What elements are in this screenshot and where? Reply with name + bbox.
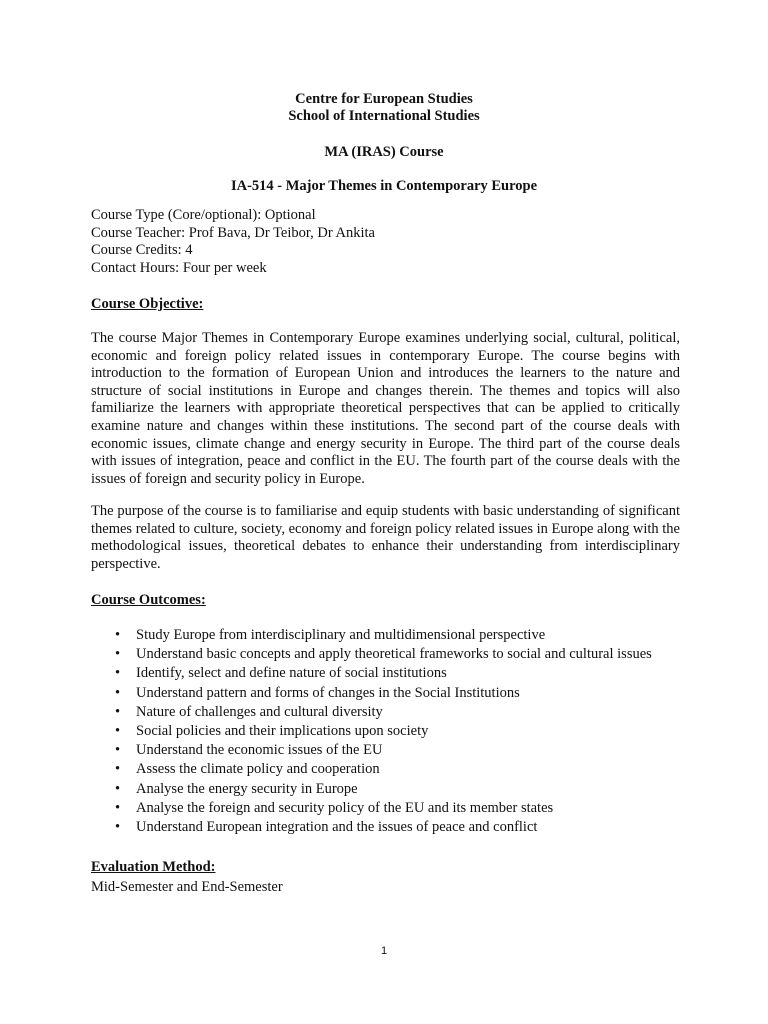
centre-heading: Centre for European Studies	[295, 91, 473, 107]
outcome-text: Understand the economic issues of the EU	[136, 742, 383, 759]
course-title: IA-514 - Major Themes in Contemporary Europe	[230, 178, 538, 194]
list-item	[91, 684, 691, 703]
bullet-icon: •	[115, 646, 121, 663]
bullet-icon: •	[115, 819, 121, 836]
evaluation-method-text: Mid-Semester and End-Semester	[91, 879, 283, 895]
page-number: 1	[380, 945, 388, 957]
list-item	[91, 722, 691, 741]
bullet-icon: •	[115, 799, 121, 816]
bullet-icon: •	[115, 780, 121, 797]
school-heading: School of International Studies	[288, 108, 480, 124]
course-outcomes-heading: Course Outcomes:	[91, 592, 206, 608]
list-item	[91, 703, 691, 722]
outcome-text: Study Europe from interdisciplinary and multidimensional perspective	[136, 627, 546, 643]
course-objective-heading: Course Objective:	[91, 296, 204, 312]
objective-paragraph-1: The course Major Themes in Contemporary Europe examines underlying social, cultural, political, economic and foreign policy related issues in contemporary Europe. The course begins with introduction to the formation of European Union and introduces the learners to the nature and structure of social institutions in Europe and changes therein. The themes and topics will also familiarize the learners with appropriate theoretical perspectives that can be applied to critically examine nature and changes within these institutions. The second part of the course deals with economic issues, climate change and energy security in Europe. The third part of the course deals with issues of integration, peace and conflict in the EU. The fourth part of the course deals with the issues of foreign and security policy in Europe.	[91, 330, 680, 487]
evaluation-method-heading: Evaluation Method:	[91, 859, 216, 875]
outcome-text: Analyse the energy security in Europe	[136, 780, 358, 797]
outcome-text: Social policies and their implications upon society	[136, 723, 429, 740]
outcome-text: Analyse the foreign and security policy of the EU and its member states	[136, 799, 554, 816]
bullet-icon: •	[115, 627, 121, 643]
outcome-text: Understand basic concepts and apply theoretical frameworks to social and cultural issues	[136, 646, 652, 663]
outcome-text: Understand European integration and the issues of peace and conflict	[136, 819, 538, 836]
course-teacher: Course Teacher: Prof Bava, Dr Teibor, Dr Ankita	[91, 224, 375, 241]
list-item	[91, 741, 691, 760]
bullet-icon: •	[115, 703, 121, 720]
bullet-icon: •	[115, 742, 121, 759]
list-item	[91, 626, 691, 645]
course-info	[91, 207, 375, 277]
list-item	[91, 799, 691, 818]
contact-hours: Contact Hours: Four per week	[91, 259, 267, 276]
program-heading: MA (IRAS) Course	[324, 144, 444, 160]
outcome-text: Assess the climate policy and cooperation	[136, 761, 380, 778]
outcome-text: Identify, select and define nature of social institutions	[136, 665, 447, 682]
course-credits: Course Credits: 4	[91, 242, 193, 259]
bullet-icon: •	[115, 723, 121, 740]
outcome-text: Understand pattern and forms of changes in the Social Institutions	[136, 684, 520, 701]
list-item	[91, 780, 691, 799]
list-item	[91, 818, 691, 837]
list-item	[91, 664, 691, 683]
bullet-icon: •	[115, 665, 121, 682]
objective-paragraph-2: The purpose of the course is to familiarise and equip students with basic understanding of significant themes related to culture, society, economy and foreign policy related issues in Europe along with the methodological issues, theoretical debates to enhance their understanding from interdisciplinary perspective.	[91, 503, 680, 572]
list-item	[91, 760, 691, 779]
course-type: Course Type (Core/optional): Optional	[91, 207, 316, 223]
outcomes-list	[91, 626, 691, 837]
bullet-icon: •	[115, 684, 121, 701]
list-item	[91, 645, 691, 664]
bullet-icon: •	[115, 761, 121, 778]
outcome-text: Nature of challenges and cultural diversity	[136, 703, 383, 720]
